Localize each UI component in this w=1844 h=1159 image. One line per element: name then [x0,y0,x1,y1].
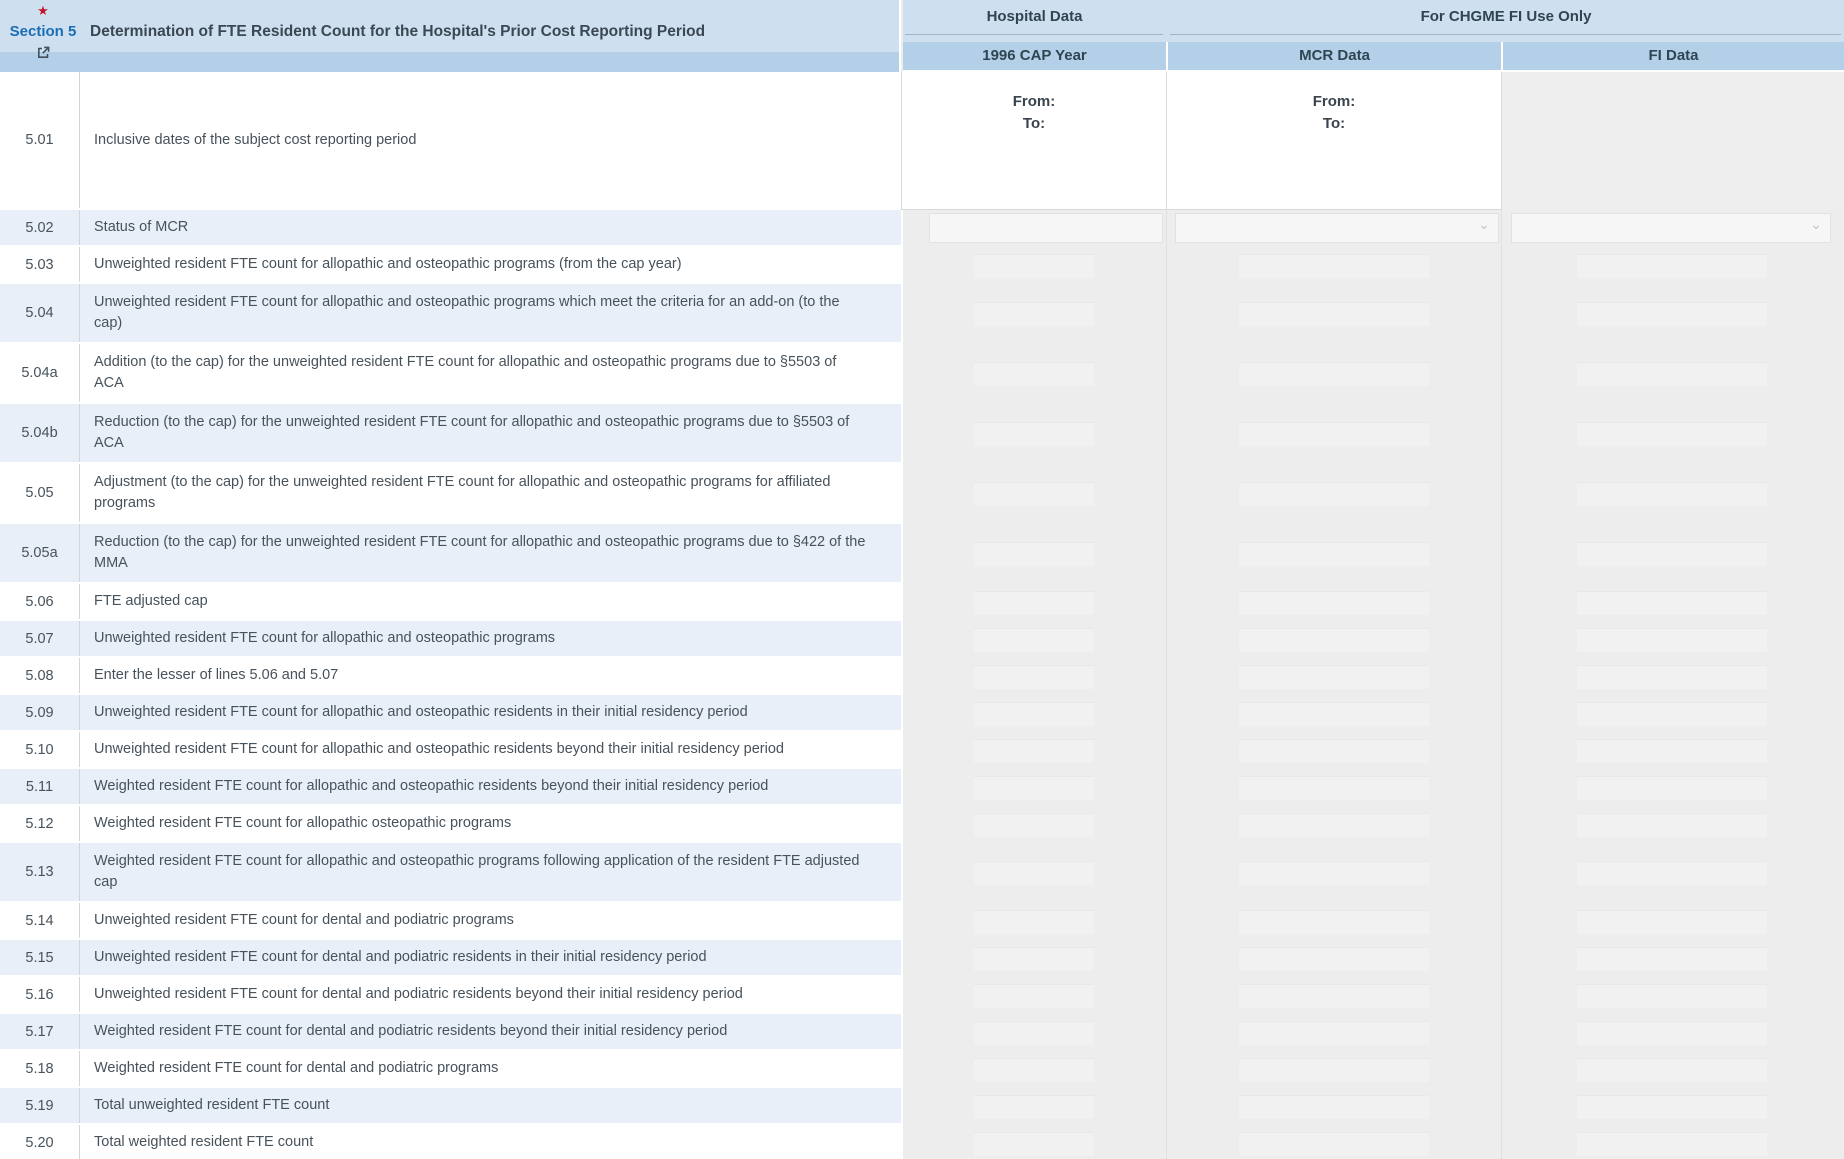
row-description: Unweighted resident FTE count for dental and podiatric residents in their initial residency period [94,949,707,965]
table-row [0,1088,901,1125]
line-items-table [0,72,901,1159]
ghost-value-field [974,591,1094,615]
ghost-value-field [1239,665,1429,689]
ghost-value-field [1577,254,1767,278]
row-number: 5.04a [0,344,80,402]
ghost-value-field [1577,1021,1767,1045]
ghost-value-field [1577,739,1767,763]
table-row [0,1051,901,1088]
row-number: 5.01 [0,72,80,208]
ghost-value-field [974,1095,1094,1119]
ghost-value-field [1577,910,1767,934]
column-group-hospital-data [903,0,1166,42]
ghost-value-field [1239,302,1429,326]
row-description: Unweighted resident FTE count for allopathic and osteopathic residents beyond their initial residency period [94,741,784,757]
ghost-value-field [1239,542,1429,566]
ghost-value-field [1239,984,1429,1008]
ghost-value-field [1239,628,1429,652]
row-number: 5.20 [0,1125,80,1159]
row-description: Total weighted resident FTE count [94,1134,314,1150]
ghost-value-field [1239,947,1429,971]
row-description: Weighted resident FTE count for allopathic and osteopathic residents beyond their initial residency period [94,778,769,794]
data-entry-panel [901,72,1844,1159]
table-row [0,658,901,695]
ghost-value-field [1577,362,1767,386]
ghost-value-field [1239,482,1429,506]
ghost-value-field [1239,813,1429,837]
row-number: 5.03 [0,247,80,282]
group-underline [905,34,1163,35]
data-columns-header [903,0,1844,72]
ghost-value-field [974,1132,1094,1156]
row-number: 5.06 [0,584,80,619]
table-row [0,940,901,977]
table-row [0,1014,901,1051]
row-number: 5.09 [0,695,80,730]
column-header-mcr-data: MCR Data [1168,42,1501,70]
row-number: 5.18 [0,1051,80,1086]
ghost-value-field [974,542,1094,566]
column-header-fi-data: FI Data [1503,42,1844,70]
ghost-value-field [1577,702,1767,726]
table-header [0,0,1844,72]
cell-5.01-cap-year [901,72,1166,210]
from-label: From: [1012,93,1056,110]
row-description: Inclusive dates of the subject cost reporting period [94,131,417,148]
external-link-icon[interactable] [36,45,51,60]
row-number: 5.12 [0,806,80,841]
section-header-area [0,0,901,72]
dropdown-caret-icon: ⌄ [1478,216,1490,232]
row-description: Adjustment (to the cap) for the unweighted resident FTE count for allopathic and osteopathic programs for affiliated programs [94,474,831,511]
row-number: 5.11 [0,769,80,804]
ghost-value-field [974,910,1094,934]
row-number: 5.07 [0,621,80,656]
ghost-value-field [1577,1132,1767,1156]
table-row [0,284,901,344]
section-label-column [0,0,86,72]
row-description: Unweighted resident FTE count for dental and podiatric residents beyond their initial residency period [94,986,743,1002]
ghost-value-field [1239,776,1429,800]
ghost-value-field [1239,739,1429,763]
ghost-value-field [1577,813,1767,837]
hospital-data-label: Hospital Data [986,8,1083,25]
column-divider [1166,210,1167,1159]
ghost-value-field [974,628,1094,652]
ghost-value-field [1239,910,1429,934]
table-row [0,806,901,843]
section-label-link[interactable]: Section 5 [9,23,77,40]
row-description: Weighted resident FTE count for dental and podiatric residents beyond their initial residency period [94,1023,728,1039]
ghost-input-field[interactable] [1175,213,1499,243]
mcr-date-labels [1167,72,1501,135]
table-row [0,524,901,584]
ghost-value-field [974,776,1094,800]
table-row [0,695,901,732]
table-row [0,247,901,284]
ghost-value-field [974,302,1094,326]
required-star-icon: ★ [37,3,49,18]
ghost-value-field [974,947,1094,971]
fi-use-grey-area [901,210,1844,1159]
ghost-value-field [974,482,1094,506]
ghost-value-field [1239,591,1429,615]
ghost-value-field [1577,482,1767,506]
column-group-fi-use-only [1168,0,1844,42]
group-underline [1170,34,1841,35]
row-number: 5.05a [0,524,80,582]
row-5.01-data-cells [901,72,1844,210]
row-number: 5.13 [0,843,80,901]
table-row [0,464,901,524]
ghost-value-field [1239,1021,1429,1045]
ghost-value-field [1577,1095,1767,1119]
row-number: 5.16 [0,977,80,1012]
ghost-value-field [1239,362,1429,386]
table-row [0,210,901,247]
column-header-row [903,42,1844,72]
row-description: Unweighted resident FTE count for allopathic and osteopathic programs which meet the criteria for an add-on (to the cap) [94,294,840,331]
ghost-value-field [974,1021,1094,1045]
row-description: Enter the lesser of lines 5.06 and 5.07 [94,667,339,683]
ghost-value-field [1577,861,1767,885]
ghost-input-field[interactable] [1511,213,1831,243]
row-number: 5.02 [0,210,80,245]
page-title: Determination of FTE Resident Count for the Hospital's Prior Cost Reporting Period [90,23,706,40]
table-row [0,843,901,903]
row-description: Unweighted resident FTE count for dental and podiatric programs [94,912,514,928]
cell-5.01-mcr-data [1166,72,1501,210]
row-number: 5.08 [0,658,80,693]
row-number: 5.17 [0,1014,80,1049]
ghost-value-field [1239,254,1429,278]
row-number: 5.19 [0,1088,80,1123]
row-description: Weighted resident FTE count for allopathic and osteopathic programs following application of the resident FTE adjusted cap [94,853,860,890]
ghost-value-field [1239,1095,1429,1119]
row-description: Total unweighted resident FTE count [94,1097,330,1113]
ghost-value-field [1577,947,1767,971]
ghost-value-field [1577,422,1767,446]
ghost-input-field[interactable] [929,213,1163,243]
row-description: Unweighted resident FTE count for allopathic and osteopathic programs [94,630,556,646]
to-label: To: [1322,115,1346,132]
row-number: 5.14 [0,903,80,938]
table-row [0,769,901,806]
column-header-cap-year: 1996 CAP Year [903,42,1166,70]
ghost-value-field [1239,422,1429,446]
table-body [0,72,1844,1159]
column-group-row [903,0,1844,42]
cap-year-date-labels [902,72,1166,135]
row-number: 5.04 [0,284,80,342]
table-row [0,404,901,464]
ghost-value-field [1239,1058,1429,1082]
row-description: Addition (to the cap) for the unweighted resident FTE count for allopathic and osteopathic programs due to §5503 of ACA [94,354,837,391]
row-number: 5.10 [0,732,80,767]
ghost-value-field [1239,1132,1429,1156]
cell-5.01-fi-data [1501,72,1844,210]
row-number: 5.04b [0,404,80,462]
row-description: Reduction (to the cap) for the unweighted resident FTE count for allopathic and osteopathic programs due to §5503 of ACA [94,414,850,451]
fi-use-only-label: For CHGME FI Use Only [1420,8,1592,25]
table-row [0,1125,901,1159]
ghost-value-field [974,813,1094,837]
ghost-value-field [1577,984,1767,1008]
table-row [0,621,901,658]
ghost-value-field [1577,542,1767,566]
ghost-value-field [1577,665,1767,689]
subheader-band-left [0,52,899,72]
to-label: To: [1022,115,1046,132]
table-row [0,732,901,769]
ghost-value-field [1577,628,1767,652]
row-description: Weighted resident FTE count for dental and podiatric programs [94,1060,499,1076]
row-description: Status of MCR [94,219,189,235]
row-description: FTE adjusted cap [94,593,208,609]
dropdown-caret-icon: ⌄ [1810,216,1822,232]
ghost-value-field [974,702,1094,726]
table-row [0,72,901,210]
ghost-value-field [974,422,1094,446]
ghost-value-field [1577,776,1767,800]
table-row [0,977,901,1014]
ghost-value-field [974,254,1094,278]
ghost-value-field [974,665,1094,689]
ghost-value-field [1239,861,1429,885]
ghost-value-field [974,861,1094,885]
ghost-value-field [1577,1058,1767,1082]
ghost-value-field [1577,591,1767,615]
from-label: From: [1312,93,1356,110]
ghost-value-field [974,984,1094,1008]
row-description: Reduction (to the cap) for the unweighted resident FTE count for allopathic and osteopathic programs due to §422 of the MMA [94,534,866,571]
ghost-value-field [974,739,1094,763]
ghost-value-field [974,1058,1094,1082]
ghost-value-field [974,362,1094,386]
table-row [0,584,901,621]
row-description: Unweighted resident FTE count for allopathic and osteopathic programs (from the cap year) [94,256,682,272]
table-row [0,344,901,404]
row-description: Unweighted resident FTE count for allopathic and osteopathic residents in their initial residency period [94,704,748,720]
row-number: 5.05 [0,464,80,522]
ghost-value-field [1239,702,1429,726]
row-description: Weighted resident FTE count for allopathic osteopathic programs [94,815,512,831]
column-divider [1501,210,1502,1159]
table-row [0,903,901,940]
row-number: 5.15 [0,940,80,975]
ghost-value-field [1577,302,1767,326]
